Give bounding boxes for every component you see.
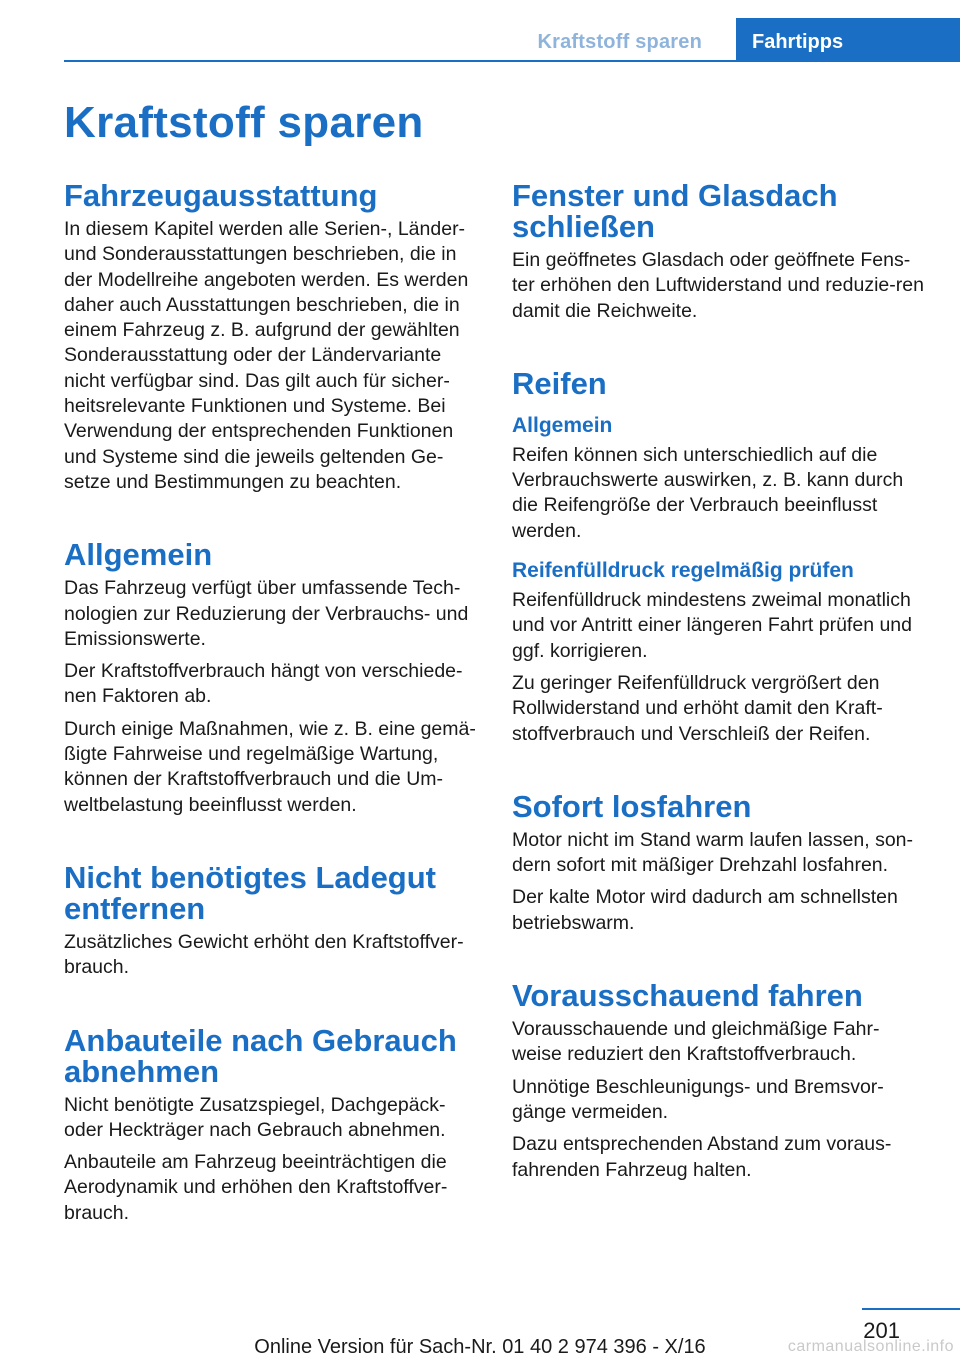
heading-fenster: Fenster und Glasdach schließen — [512, 178, 838, 244]
paragraph: Motor nicht im Stand warm laufen lassen, son-dern sofort mit mäßiger Drehzahl losfahren. — [512, 828, 914, 877]
paragraph: In diesem Kapitel werden alle Serien-, Länder- und Sonderausstattungen beschrieben, die in der Modellreihe angeboten werden. Es werden daher auch Ausstattungen beschrieben, die in einem Fahrzeug z. B. aufgrund der gewählten Sonderausstattung oder der Ländervariante nicht verfügbar sind. Das gilt auch für sicher-heitsrelevante Funktionen und Systeme. Bei Verwendung der entsprechenden Funktionen und Systeme sind die jeweils geltenden Ge-setze und Bestimmungen zu beachten. — [64, 218, 469, 493]
heading-vorausschauend: Vorausschauend fahren — [512, 978, 863, 1014]
paragraph: Reifen können sich unterschiedlich auf die Verbrauchswerte auswirken, z. B. kann durch die Reifengröße der Verbrauch beeinflusst werden. — [512, 443, 904, 542]
paragraph: Das Fahrzeug verfügt über umfassende Tech-nologien zur Reduzierung der Verbrauchs- und Emissionswerte. — [64, 577, 469, 650]
online-version-note: Online Version für Sach-Nr. 01 40 2 974 396 - X/16 — [254, 1336, 706, 1358]
paragraph: Unnötige Beschleunigungs- und Bremsvor-gänge vermeiden. — [512, 1075, 884, 1123]
paragraph: Der kalte Motor wird dadurch am schnellsten betriebswarm. — [512, 886, 898, 934]
paragraph: Durch einige Maßnahmen, wie z. B. eine gemä-ßigte Fahrweise und regelmäßige Wartung, können der Kraftstoffverbrauch und die Um-weltbelastung beeinflusst werden. — [64, 717, 476, 816]
paragraph: Anbauteile am Fahrzeug beeinträchtigen die Aerodynamik und erhöhen den Kraftstoffver-brauch. — [64, 1151, 448, 1224]
footer-rule — [862, 1308, 960, 1310]
heading-allgemein: Allgemein — [64, 537, 213, 573]
heading-anbauteile: Anbauteile nach Gebrauch abnehmen — [64, 1022, 457, 1089]
header-chapter-tab[interactable]: Fahrtipps — [736, 18, 960, 62]
heading-sofort-losfahren: Sofort losfahren — [512, 788, 752, 824]
paragraph: Nicht benötigte Zusatzspiegel, Dachgepäck- oder Heckträger nach Gebrauch abnehmen. — [64, 1093, 446, 1141]
paragraph: Der Kraftstoffverbrauch hängt von verschiede-nen Faktoren ab. — [64, 660, 463, 708]
page-header — [0, 0, 960, 62]
left-column — [64, 180, 479, 1233]
page-number: 201 — [863, 1318, 900, 1343]
subheading-reifenfuelldruck: Reifenfülldruck regelmäßig prüfen — [512, 559, 854, 583]
watermark: carmanualsonline.info — [787, 1338, 954, 1355]
paragraph: Dazu entsprechenden Abstand zum voraus-fahrenden Fahrzeug halten. — [512, 1133, 892, 1181]
paragraph: Reifenfülldruck mindestens zweimal monatlich und vor Antritt einer längeren Fahrt prüfen und ggf. korrigieren. — [512, 589, 912, 662]
subheading-allgemein: Allgemein — [512, 413, 613, 437]
heading-fahrzeugausstattung: Fahrzeugausstattung — [64, 178, 378, 213]
paragraph: Vorausschauende und gleichmäßige Fahr-weise reduziert den Kraftstoffverbrauch. — [512, 1018, 880, 1066]
right-column — [512, 180, 928, 1190]
paragraph: Zu geringer Reifenfülldruck vergrößert den Rollwiderstand und erhöht damit den Kraft-stoffverbrauch und Verschleiß der Reifen. — [512, 671, 883, 745]
page-title: Kraftstoff sparen — [64, 98, 424, 147]
heading-ladegut: Nicht benötigtes Ladegut entfernen — [64, 859, 436, 926]
paragraph: Zusätzliches Gewicht erhöht den Kraftstoffver-brauch. — [64, 930, 464, 979]
heading-reifen: Reifen — [512, 365, 607, 401]
paragraph: Ein geöffnetes Glasdach oder geöffnete Fens-ter erhöhen den Luftwiderstand und reduzie-ren damit die Reichweite. — [512, 249, 924, 322]
header-section-tab[interactable]: Kraftstoff sparen — [537, 31, 702, 53]
header-rule — [64, 60, 960, 62]
